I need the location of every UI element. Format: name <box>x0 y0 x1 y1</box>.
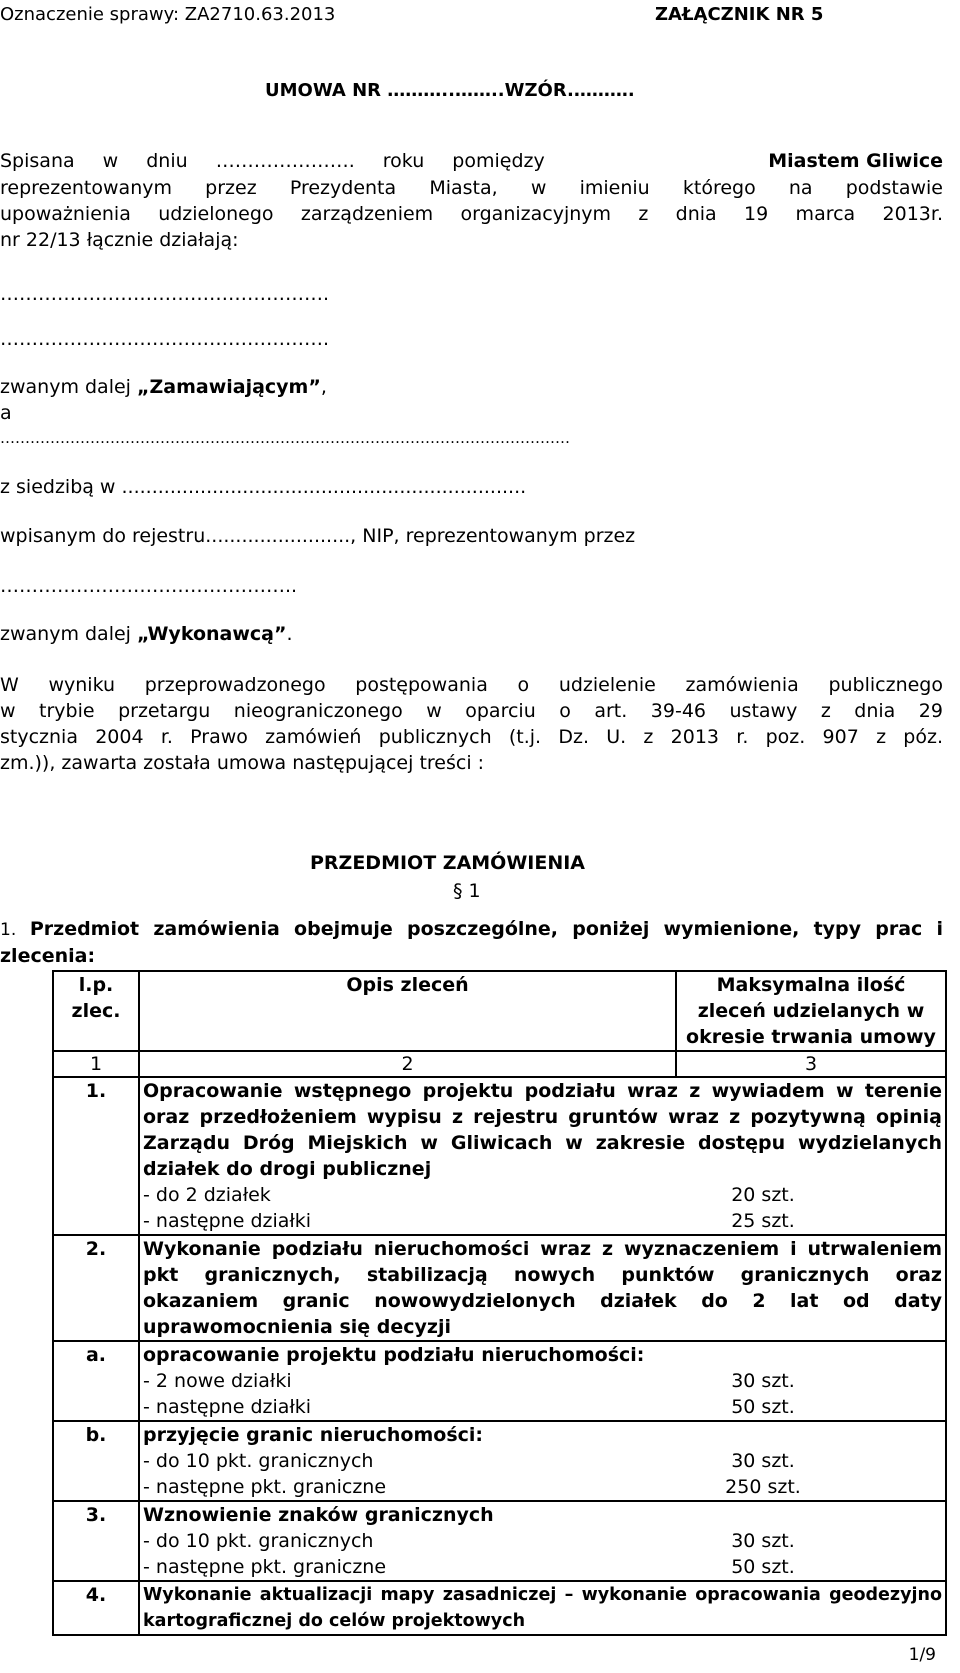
basis-line-4: zm.)), zawarta została umowa następującej treści : <box>0 752 485 774</box>
case-number: Oznaczenie sprawy: ZA2710.63.2013 <box>0 4 336 25</box>
sub-item-quantity: 30 szt. <box>731 1370 795 1392</box>
sub-item-label: - następne działki <box>143 1210 312 1232</box>
blank-line-2: ……………………………………………. <box>0 328 330 350</box>
paragraph-sign: § 1 <box>453 880 481 902</box>
header-description: Opis zleceń <box>139 971 676 1051</box>
and-word: a <box>0 402 12 424</box>
intro-paragraph <box>0 147 943 253</box>
sub-item-quantity: 20 szt. <box>731 1184 795 1206</box>
table-header-row <box>53 971 946 1051</box>
table-row <box>53 1501 946 1581</box>
row-lp: 3. <box>53 1501 139 1581</box>
row-lp: 1. <box>53 1077 139 1235</box>
register-line: wpisanym do rejestru........................, NIP, reprezentowanym przez <box>0 525 636 547</box>
section-title: PRZEDMIOT ZAMÓWIENIA <box>310 852 586 874</box>
legal-basis-paragraph <box>0 672 943 776</box>
sub-item-quantity: 30 szt. <box>731 1450 795 1472</box>
contractor-name: „Wykonawcą” <box>136 623 287 645</box>
row-description: Wykonanie aktualizacji mapy zasadniczej – wykonanie opracowania geodezyjno kartograficznej do celów projektowych <box>143 1585 942 1631</box>
contractor-prefix: zwanym dalej <box>0 623 137 645</box>
row-description: Wznowienie znaków granicznych <box>143 1504 494 1526</box>
row-description-cell <box>139 1235 946 1341</box>
row-description: Opracowanie wstępnego projektu podziału wraz z wywiadem w terenie oraz przedłożeniem wypisu z rejestru gruntów wraz z pozytywną opinią Zarządu Dróg Miejskich w Gliwicach w zakresie dostępu wydzielanych działek do drogi publicznej <box>143 1080 942 1180</box>
table-numbering-row <box>53 1051 946 1077</box>
row-sub-item <box>143 1182 942 1208</box>
attachment-label: ZAŁĄCZNIK NR 5 <box>655 4 824 25</box>
blank-line-3: …………………………………………………………………………………………………… <box>0 429 570 447</box>
blank-line-1: ……………………………………………. <box>0 283 330 305</box>
client-designation <box>0 373 327 401</box>
basis-line-1: W wyniku przeprowadzonego postępowania o udzielenie zamówienia publicznego <box>0 674 943 696</box>
seat-line: z siedzibą w ................................................................... <box>0 476 527 498</box>
table-row <box>53 1077 946 1235</box>
row-sub-item <box>143 1554 942 1580</box>
row-description-cell <box>139 1501 946 1581</box>
row-sub-item <box>143 1368 942 1394</box>
orders-table <box>52 970 947 1636</box>
row-description: przyjęcie granic nieruchomości: <box>143 1424 483 1446</box>
basis-line-3: stycznia 2004 r. Prawo zamówień publicznych (t.j. Dz. U. z 2013 r. poz. 907 z póz. <box>0 726 943 748</box>
intro-line-1 <box>0 147 943 175</box>
intro-text: Spisana w dniu …………………. roku pomiędzy <box>0 150 545 172</box>
row-sub-item <box>143 1208 942 1234</box>
contractor-designation <box>0 620 293 648</box>
item-1-paragraph <box>0 916 943 969</box>
sub-item-quantity: 30 szt. <box>731 1530 795 1552</box>
client-prefix: zwanym dalej <box>0 376 137 398</box>
table-row <box>53 1235 946 1341</box>
blank-line-4: ……………………………………….. <box>0 575 298 597</box>
sub-item-label: - 2 nowe działki <box>143 1370 292 1392</box>
column-number-1: 1 <box>53 1051 139 1077</box>
sub-item-quantity: 25 szt. <box>731 1210 795 1232</box>
client-suffix: , <box>320 376 327 398</box>
sub-item-quantity: 250 szt. <box>725 1476 801 1498</box>
row-description: Wykonanie podziału nieruchomości wraz z wyznaczeniem i utrwaleniem pkt granicznych, stabilizacją nowych punktów granicznych oraz okazaniem granic nowowydzielonych działek do 2 lat od daty uprawomocnienia się decyzji <box>143 1238 942 1338</box>
intro-line-3: upoważnienia udzielonego zarządzeniem organizacyjnym z dnia 19 marca 2013r. <box>0 203 943 225</box>
table-row <box>53 1581 946 1635</box>
column-number-2: 2 <box>139 1051 676 1077</box>
client-name: „Zamawiającym” <box>136 376 321 398</box>
row-description-cell <box>139 1077 946 1235</box>
item-1-text: Przedmiot zamówienia obejmuje poszczególne, poniżej wymienione, typy prac i zlecenia: <box>0 918 943 967</box>
document-title: UMOWA NR ………..……..WZÓR.………. <box>265 80 635 101</box>
row-sub-item <box>143 1448 942 1474</box>
sub-item-label: - do 2 działek <box>143 1184 271 1206</box>
header-max-orders: Maksymalna ilość zleceń udzielanych w okresie trwania umowy <box>676 971 946 1051</box>
row-lp: a. <box>53 1341 139 1421</box>
row-lp: 4. <box>53 1581 139 1635</box>
row-lp: b. <box>53 1421 139 1501</box>
row-description-cell <box>139 1421 946 1501</box>
row-description-cell <box>139 1341 946 1421</box>
row-sub-item <box>143 1394 942 1420</box>
party-city: Miastem Gliwice <box>768 150 943 172</box>
row-sub-item <box>143 1528 942 1554</box>
page-number: 1/9 <box>908 1645 936 1665</box>
sub-item-label: - do 10 pkt. granicznych <box>143 1450 374 1472</box>
row-sub-item <box>143 1474 942 1500</box>
table-row <box>53 1421 946 1501</box>
row-description-cell <box>139 1581 946 1635</box>
header-lp: l.p. zlec. <box>53 971 139 1051</box>
column-number-3: 3 <box>676 1051 946 1077</box>
intro-line-4: nr 22/13 łącznie działają: <box>0 229 239 251</box>
sub-item-label: - następne pkt. graniczne <box>143 1556 387 1578</box>
sub-item-quantity: 50 szt. <box>731 1396 795 1418</box>
row-description: opracowanie projektu podziału nieruchomości: <box>143 1344 645 1366</box>
intro-line-2: reprezentowanym przez Prezydenta Miasta, w imieniu którego na podstawie <box>0 177 943 199</box>
basis-line-2: w trybie przetargu nieograniczonego w oparciu o art. 39-46 ustawy z dnia 29 <box>0 700 943 722</box>
row-lp: 2. <box>53 1235 139 1341</box>
contractor-suffix: . <box>286 623 293 645</box>
item-1-number: 1. <box>0 920 17 940</box>
table-row <box>53 1341 946 1421</box>
sub-item-label: - do 10 pkt. granicznych <box>143 1530 374 1552</box>
sub-item-quantity: 50 szt. <box>731 1556 795 1578</box>
sub-item-label: - następne pkt. graniczne <box>143 1476 387 1498</box>
sub-item-label: - następne działki <box>143 1396 312 1418</box>
